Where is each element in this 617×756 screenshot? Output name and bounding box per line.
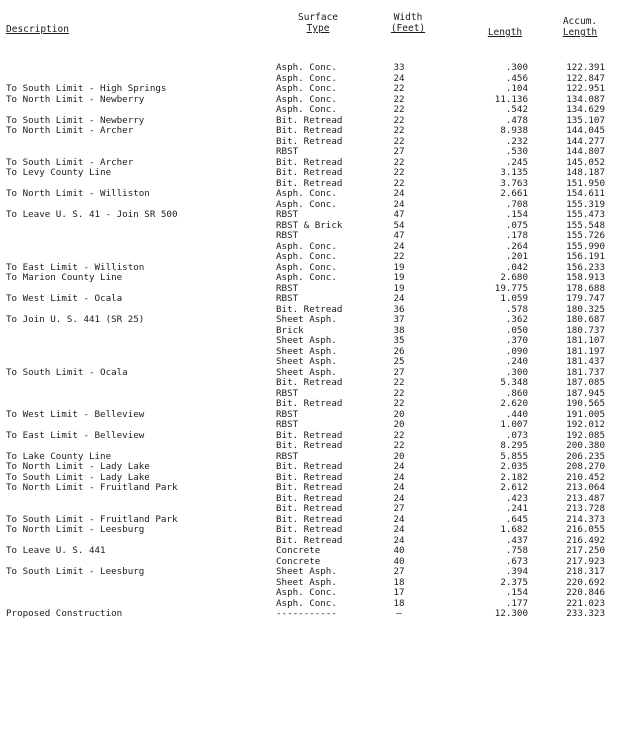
row-width: 24 — [393, 293, 405, 304]
row-accum-length: 181.737 — [566, 366, 605, 378]
row-surface-type: RBST — [276, 387, 299, 399]
table-row — [0, 609, 617, 620]
width-heading-line2: (Feet) — [390, 23, 426, 34]
table-row — [0, 483, 617, 494]
row-length: .178 — [505, 230, 528, 241]
row-length: .075 — [505, 219, 528, 231]
row-length: 2.620 — [500, 398, 528, 409]
row-accum-length: 217.250 — [566, 545, 605, 556]
row-surface-type: Bit. Retread — [276, 377, 343, 388]
table-row — [0, 420, 617, 431]
row-width: 40 — [393, 545, 405, 556]
row-accum-length: 187.085 — [566, 377, 605, 388]
table-row — [0, 462, 617, 473]
row-surface-type: Brick — [276, 324, 304, 336]
row-width: 24 — [393, 492, 405, 504]
header-surface-type — [288, 12, 348, 34]
row-width: 22 — [393, 398, 405, 409]
row-length: 2.035 — [500, 461, 528, 472]
row-surface-type: Bit. Retread — [276, 534, 343, 546]
row-surface-type: ----------- — [276, 608, 337, 619]
table-row — [0, 273, 617, 284]
row-surface-type: Bit. Retread — [276, 398, 343, 409]
row-surface-type: Bit. Retread — [276, 471, 343, 483]
row-length: .362 — [505, 314, 528, 325]
row-accum-length: 192.012 — [566, 419, 605, 430]
row-width: 22 — [393, 251, 405, 262]
row-description: Proposed Construction — [6, 608, 123, 619]
row-width: 22 — [393, 135, 405, 147]
row-accum-length: 156.233 — [566, 261, 605, 273]
row-accum-length: 213.487 — [566, 492, 605, 504]
row-surface-type: Asph. Conc. — [276, 188, 337, 199]
row-length: .042 — [505, 261, 528, 273]
row-accum-length: 206.235 — [566, 450, 605, 462]
row-length: .201 — [505, 251, 528, 262]
row-width: 22 — [393, 429, 405, 441]
row-surface-type: Bit. Retread — [276, 125, 343, 136]
row-surface-type: Sheet Asph. — [276, 366, 337, 378]
row-length: .478 — [505, 114, 528, 126]
row-width: 27 — [393, 503, 405, 514]
row-length: .437 — [505, 534, 528, 546]
row-length: 5.855 — [500, 450, 528, 462]
row-surface-type: Bit. Retread — [276, 114, 343, 126]
row-accum-length: 135.107 — [566, 114, 605, 126]
row-surface-type: RBST — [276, 408, 299, 420]
table-row — [0, 315, 617, 326]
row-surface-type: RBST & Brick — [276, 219, 343, 231]
row-accum-length: 218.317 — [566, 566, 605, 577]
row-length: 2.375 — [500, 576, 528, 588]
row-length: .154 — [505, 587, 528, 598]
row-accum-length: 144.045 — [566, 125, 605, 136]
row-description: To South Limit - Fruitland Park — [6, 513, 178, 525]
length-heading: Length — [487, 27, 523, 38]
row-description: To West Limit - Belleview — [6, 408, 145, 420]
row-width: 26 — [393, 345, 405, 357]
row-surface-type: Bit. Retread — [276, 156, 343, 168]
row-accum-length: 154.611 — [566, 188, 605, 199]
row-accum-length: 179.747 — [566, 293, 605, 304]
row-length: .232 — [505, 135, 528, 147]
table-row — [0, 567, 617, 578]
row-description: To South Limit - Leesburg — [6, 566, 145, 577]
row-accum-length: 158.913 — [566, 272, 605, 283]
row-width: 20 — [393, 450, 405, 462]
row-length: .394 — [505, 566, 528, 577]
row-width: 37 — [393, 314, 405, 325]
row-description: To East Limit - Williston — [6, 261, 145, 273]
row-surface-type: RBST — [276, 230, 299, 241]
row-width: 35 — [393, 335, 405, 346]
row-width: 20 — [393, 419, 405, 430]
row-width: 24 — [393, 524, 405, 535]
row-surface-type: Asph. Conc. — [276, 240, 337, 252]
row-surface-type: Sheet Asph. — [276, 335, 337, 346]
row-surface-type: Sheet Asph. — [276, 345, 337, 357]
table-row — [0, 105, 617, 116]
row-accum-length: 187.945 — [566, 387, 605, 399]
row-accum-length: 181.197 — [566, 345, 605, 357]
row-accum-length: 122.847 — [566, 72, 605, 84]
row-width: 22 — [393, 104, 405, 115]
row-surface-type: Bit. Retread — [276, 513, 343, 525]
row-description: To Lake County Line — [6, 450, 112, 462]
row-accum-length: 181.107 — [566, 335, 605, 346]
table-row — [0, 357, 617, 368]
row-width: 27 — [393, 566, 405, 577]
row-width: 22 — [393, 387, 405, 399]
row-length: .542 — [505, 104, 528, 115]
row-accum-length: 216.492 — [566, 534, 605, 546]
row-surface-type: Sheet Asph. — [276, 566, 337, 577]
table-row — [0, 252, 617, 263]
row-accum-length: 181.437 — [566, 356, 605, 367]
description-heading: Description — [6, 24, 69, 35]
row-surface-type: Asph. Conc. — [276, 198, 337, 210]
width-heading-line1: Width — [393, 12, 423, 23]
row-surface-type: Sheet Asph. — [276, 314, 337, 325]
table-row — [0, 378, 617, 389]
row-accum-length: 144.277 — [566, 135, 605, 147]
row-accum-length: 216.055 — [566, 524, 605, 535]
row-accum-length: 151.950 — [566, 177, 605, 189]
row-width: 19 — [393, 261, 405, 273]
row-width: 24 — [393, 513, 405, 525]
table-row — [0, 525, 617, 536]
row-width: 25 — [393, 356, 405, 367]
row-surface-type: RBST — [276, 293, 299, 304]
row-accum-length: 217.923 — [566, 555, 605, 567]
row-length: 5.348 — [500, 377, 528, 388]
row-surface-type: Asph. Conc. — [276, 261, 337, 273]
row-length: 1.682 — [500, 524, 528, 535]
table-row — [0, 63, 617, 74]
row-width: 54 — [393, 219, 405, 231]
row-width: 36 — [393, 303, 405, 315]
row-length: 3.135 — [500, 167, 528, 178]
row-description: To North Limit - Newberry — [6, 93, 145, 105]
row-length: .104 — [505, 83, 528, 94]
row-accum-length: 221.023 — [566, 597, 605, 609]
row-surface-type: Asph. Conc. — [276, 104, 337, 115]
row-width: 22 — [393, 177, 405, 189]
row-surface-type: Asph. Conc. — [276, 93, 337, 105]
row-surface-type: Asph. Conc. — [276, 62, 337, 73]
row-accum-length: 148.187 — [566, 167, 605, 178]
row-description: To Leave U. S. 441 — [6, 545, 106, 556]
row-accum-length: 155.473 — [566, 209, 605, 220]
header-width — [383, 12, 433, 34]
row-accum-length: 156.191 — [566, 251, 605, 262]
table-row — [0, 336, 617, 347]
table-row — [0, 399, 617, 410]
row-length: .673 — [505, 555, 528, 567]
row-accum-length: 122.391 — [566, 62, 605, 73]
row-description: To South Limit - Lady Lake — [6, 471, 150, 483]
header-length — [480, 27, 530, 38]
row-description: To Levy County Line — [6, 167, 112, 178]
accum-heading-line1: Accum. — [562, 16, 598, 27]
row-description: To North Limit - Archer — [6, 125, 134, 136]
row-length: 8.295 — [500, 440, 528, 451]
table-row — [0, 147, 617, 158]
row-surface-type: RBST — [276, 282, 299, 294]
table-row — [0, 84, 617, 95]
row-surface-type: Asph. Conc. — [276, 251, 337, 262]
row-description: To Leave U. S. 41 - Join SR 500 — [6, 209, 178, 220]
row-width: 24 — [393, 534, 405, 546]
surface-heading-line1: Surface — [297, 12, 339, 23]
row-length: .370 — [505, 335, 528, 346]
row-length: .245 — [505, 156, 528, 168]
row-surface-type: Bit. Retread — [276, 303, 343, 315]
row-surface-type: Asph. Conc. — [276, 597, 337, 609]
table-row — [0, 210, 617, 221]
row-width: 33 — [393, 62, 405, 73]
row-width: 22 — [393, 167, 405, 178]
row-width: 18 — [393, 597, 405, 609]
row-width: 24 — [393, 240, 405, 252]
row-surface-type: Bit. Retread — [276, 461, 343, 472]
row-width: 18 — [393, 576, 405, 588]
row-width: 22 — [393, 93, 405, 105]
row-width: 24 — [393, 471, 405, 483]
row-width: 24 — [393, 461, 405, 472]
row-accum-length: 155.548 — [566, 219, 605, 231]
row-width: 22 — [393, 114, 405, 126]
row-length: .240 — [505, 356, 528, 367]
row-surface-type: Bit. Retread — [276, 135, 343, 147]
row-width: 20 — [393, 408, 405, 420]
header-accum-length — [552, 16, 608, 38]
row-length: 2.612 — [500, 482, 528, 493]
row-surface-type: Concrete — [276, 555, 321, 567]
row-length: .645 — [505, 513, 528, 525]
row-width: — — [396, 608, 402, 619]
row-accum-length: 210.452 — [566, 471, 605, 483]
row-description: To North Limit - Williston — [6, 188, 150, 199]
row-accum-length: 155.319 — [566, 198, 605, 210]
row-description: To North Limit - Fruitland Park — [6, 482, 178, 493]
row-description: To South Limit - Archer — [6, 156, 134, 168]
table-row — [0, 294, 617, 305]
row-accum-length: 178.688 — [566, 282, 605, 294]
row-surface-type: RBST — [276, 209, 299, 220]
row-surface-type: Bit. Retread — [276, 429, 343, 441]
accum-heading-line2: Length — [562, 27, 598, 38]
row-surface-type: Asph. Conc. — [276, 272, 337, 283]
row-width: 22 — [393, 440, 405, 451]
row-description: To Marion County Line — [6, 272, 123, 283]
row-accum-length: 191.005 — [566, 408, 605, 420]
row-surface-type: Sheet Asph. — [276, 356, 337, 367]
row-description: To North Limit - Lady Lake — [6, 461, 150, 472]
row-length: .073 — [505, 429, 528, 441]
row-surface-type: Bit. Retread — [276, 503, 343, 514]
row-surface-type: Bit. Retread — [276, 177, 343, 189]
row-surface-type: Bit. Retread — [276, 440, 343, 451]
row-width: 22 — [393, 83, 405, 94]
row-description: To South Limit - Ocala — [6, 366, 128, 378]
road-log-table — [0, 63, 617, 620]
row-width: 40 — [393, 555, 405, 567]
row-length: .264 — [505, 240, 528, 252]
row-accum-length: 180.687 — [566, 314, 605, 325]
row-width: 24 — [393, 72, 405, 84]
row-surface-type: Bit. Retread — [276, 524, 343, 535]
surface-heading-line2: Type — [306, 23, 330, 34]
table-row — [0, 546, 617, 557]
row-width: 22 — [393, 156, 405, 168]
table-row — [0, 126, 617, 137]
row-width: 47 — [393, 230, 405, 241]
row-length: .241 — [505, 503, 528, 514]
row-width: 27 — [393, 146, 405, 157]
row-accum-length: 180.737 — [566, 324, 605, 336]
row-accum-length: 220.846 — [566, 587, 605, 598]
row-length: 3.763 — [500, 177, 528, 189]
row-width: 38 — [393, 324, 405, 336]
row-surface-type: Sheet Asph. — [276, 576, 337, 588]
row-accum-length: 233.323 — [566, 608, 605, 619]
row-description: To East Limit - Belleview — [6, 429, 145, 441]
row-width: 47 — [393, 209, 405, 220]
row-surface-type: Asph. Conc. — [276, 587, 337, 598]
row-description: To South Limit - High Springs — [6, 83, 167, 94]
row-length: 8.938 — [500, 125, 528, 136]
row-surface-type: Bit. Retread — [276, 167, 343, 178]
row-accum-length: 134.087 — [566, 93, 605, 105]
row-length: .456 — [505, 72, 528, 84]
row-length: .177 — [505, 597, 528, 609]
row-surface-type: Bit. Retread — [276, 482, 343, 493]
row-accum-length: 180.325 — [566, 303, 605, 315]
row-length: 2.182 — [500, 471, 528, 483]
row-width: 24 — [393, 482, 405, 493]
row-length: 1.007 — [500, 419, 528, 430]
row-length: 19.775 — [494, 282, 528, 294]
row-length: .423 — [505, 492, 528, 504]
table-row — [0, 504, 617, 515]
row-accum-length: 214.373 — [566, 513, 605, 525]
row-width: 19 — [393, 282, 405, 294]
table-row — [0, 588, 617, 599]
row-description: To Join U. S. 441 (SR 25) — [6, 314, 145, 325]
row-length: .860 — [505, 387, 528, 399]
row-surface-type: Bit. Retread — [276, 492, 343, 504]
row-accum-length: 155.726 — [566, 230, 605, 241]
row-width: 19 — [393, 272, 405, 283]
row-accum-length: 200.380 — [566, 440, 605, 451]
row-accum-length: 213.728 — [566, 503, 605, 514]
row-accum-length: 155.990 — [566, 240, 605, 252]
row-accum-length: 208.270 — [566, 461, 605, 472]
row-length: 11.136 — [494, 93, 528, 105]
row-accum-length: 134.629 — [566, 104, 605, 115]
row-accum-length: 190.565 — [566, 398, 605, 409]
row-description: To South Limit - Newberry — [6, 114, 145, 126]
row-accum-length: 213.064 — [566, 482, 605, 493]
row-length: .758 — [505, 545, 528, 556]
table-row — [0, 189, 617, 200]
row-length: .300 — [505, 62, 528, 73]
row-accum-length: 192.085 — [566, 429, 605, 441]
header-description — [6, 24, 69, 35]
row-length: 2.680 — [500, 272, 528, 283]
row-width: 22 — [393, 125, 405, 136]
row-length: .708 — [505, 198, 528, 210]
row-length: 1.059 — [500, 293, 528, 304]
row-surface-type: Asph. Conc. — [276, 72, 337, 84]
row-length: .578 — [505, 303, 528, 315]
table-row — [0, 168, 617, 179]
row-accum-length: 122.951 — [566, 83, 605, 94]
row-length: .050 — [505, 324, 528, 336]
row-width: 22 — [393, 377, 405, 388]
row-length: .090 — [505, 345, 528, 357]
row-surface-type: RBST — [276, 419, 299, 430]
row-accum-length: 220.692 — [566, 576, 605, 588]
row-description: To West Limit - Ocala — [6, 293, 123, 304]
row-width: 27 — [393, 366, 405, 378]
row-width: 17 — [393, 587, 405, 598]
row-length: .530 — [505, 146, 528, 157]
row-surface-type: RBST — [276, 450, 299, 462]
table-row — [0, 231, 617, 242]
row-surface-type: Asph. Conc. — [276, 83, 337, 94]
row-accum-length: 144.807 — [566, 146, 605, 157]
row-length: .154 — [505, 209, 528, 220]
row-surface-type: RBST — [276, 146, 299, 157]
row-surface-type: Concrete — [276, 545, 321, 556]
row-length: .440 — [505, 408, 528, 420]
row-description: To North Limit - Leesburg — [6, 524, 145, 535]
row-length: .300 — [505, 366, 528, 378]
row-length: 2.661 — [500, 188, 528, 199]
row-accum-length: 145.052 — [566, 156, 605, 168]
table-row — [0, 441, 617, 452]
row-width: 24 — [393, 198, 405, 210]
row-length: 12.300 — [494, 608, 528, 619]
row-width: 24 — [393, 188, 405, 199]
